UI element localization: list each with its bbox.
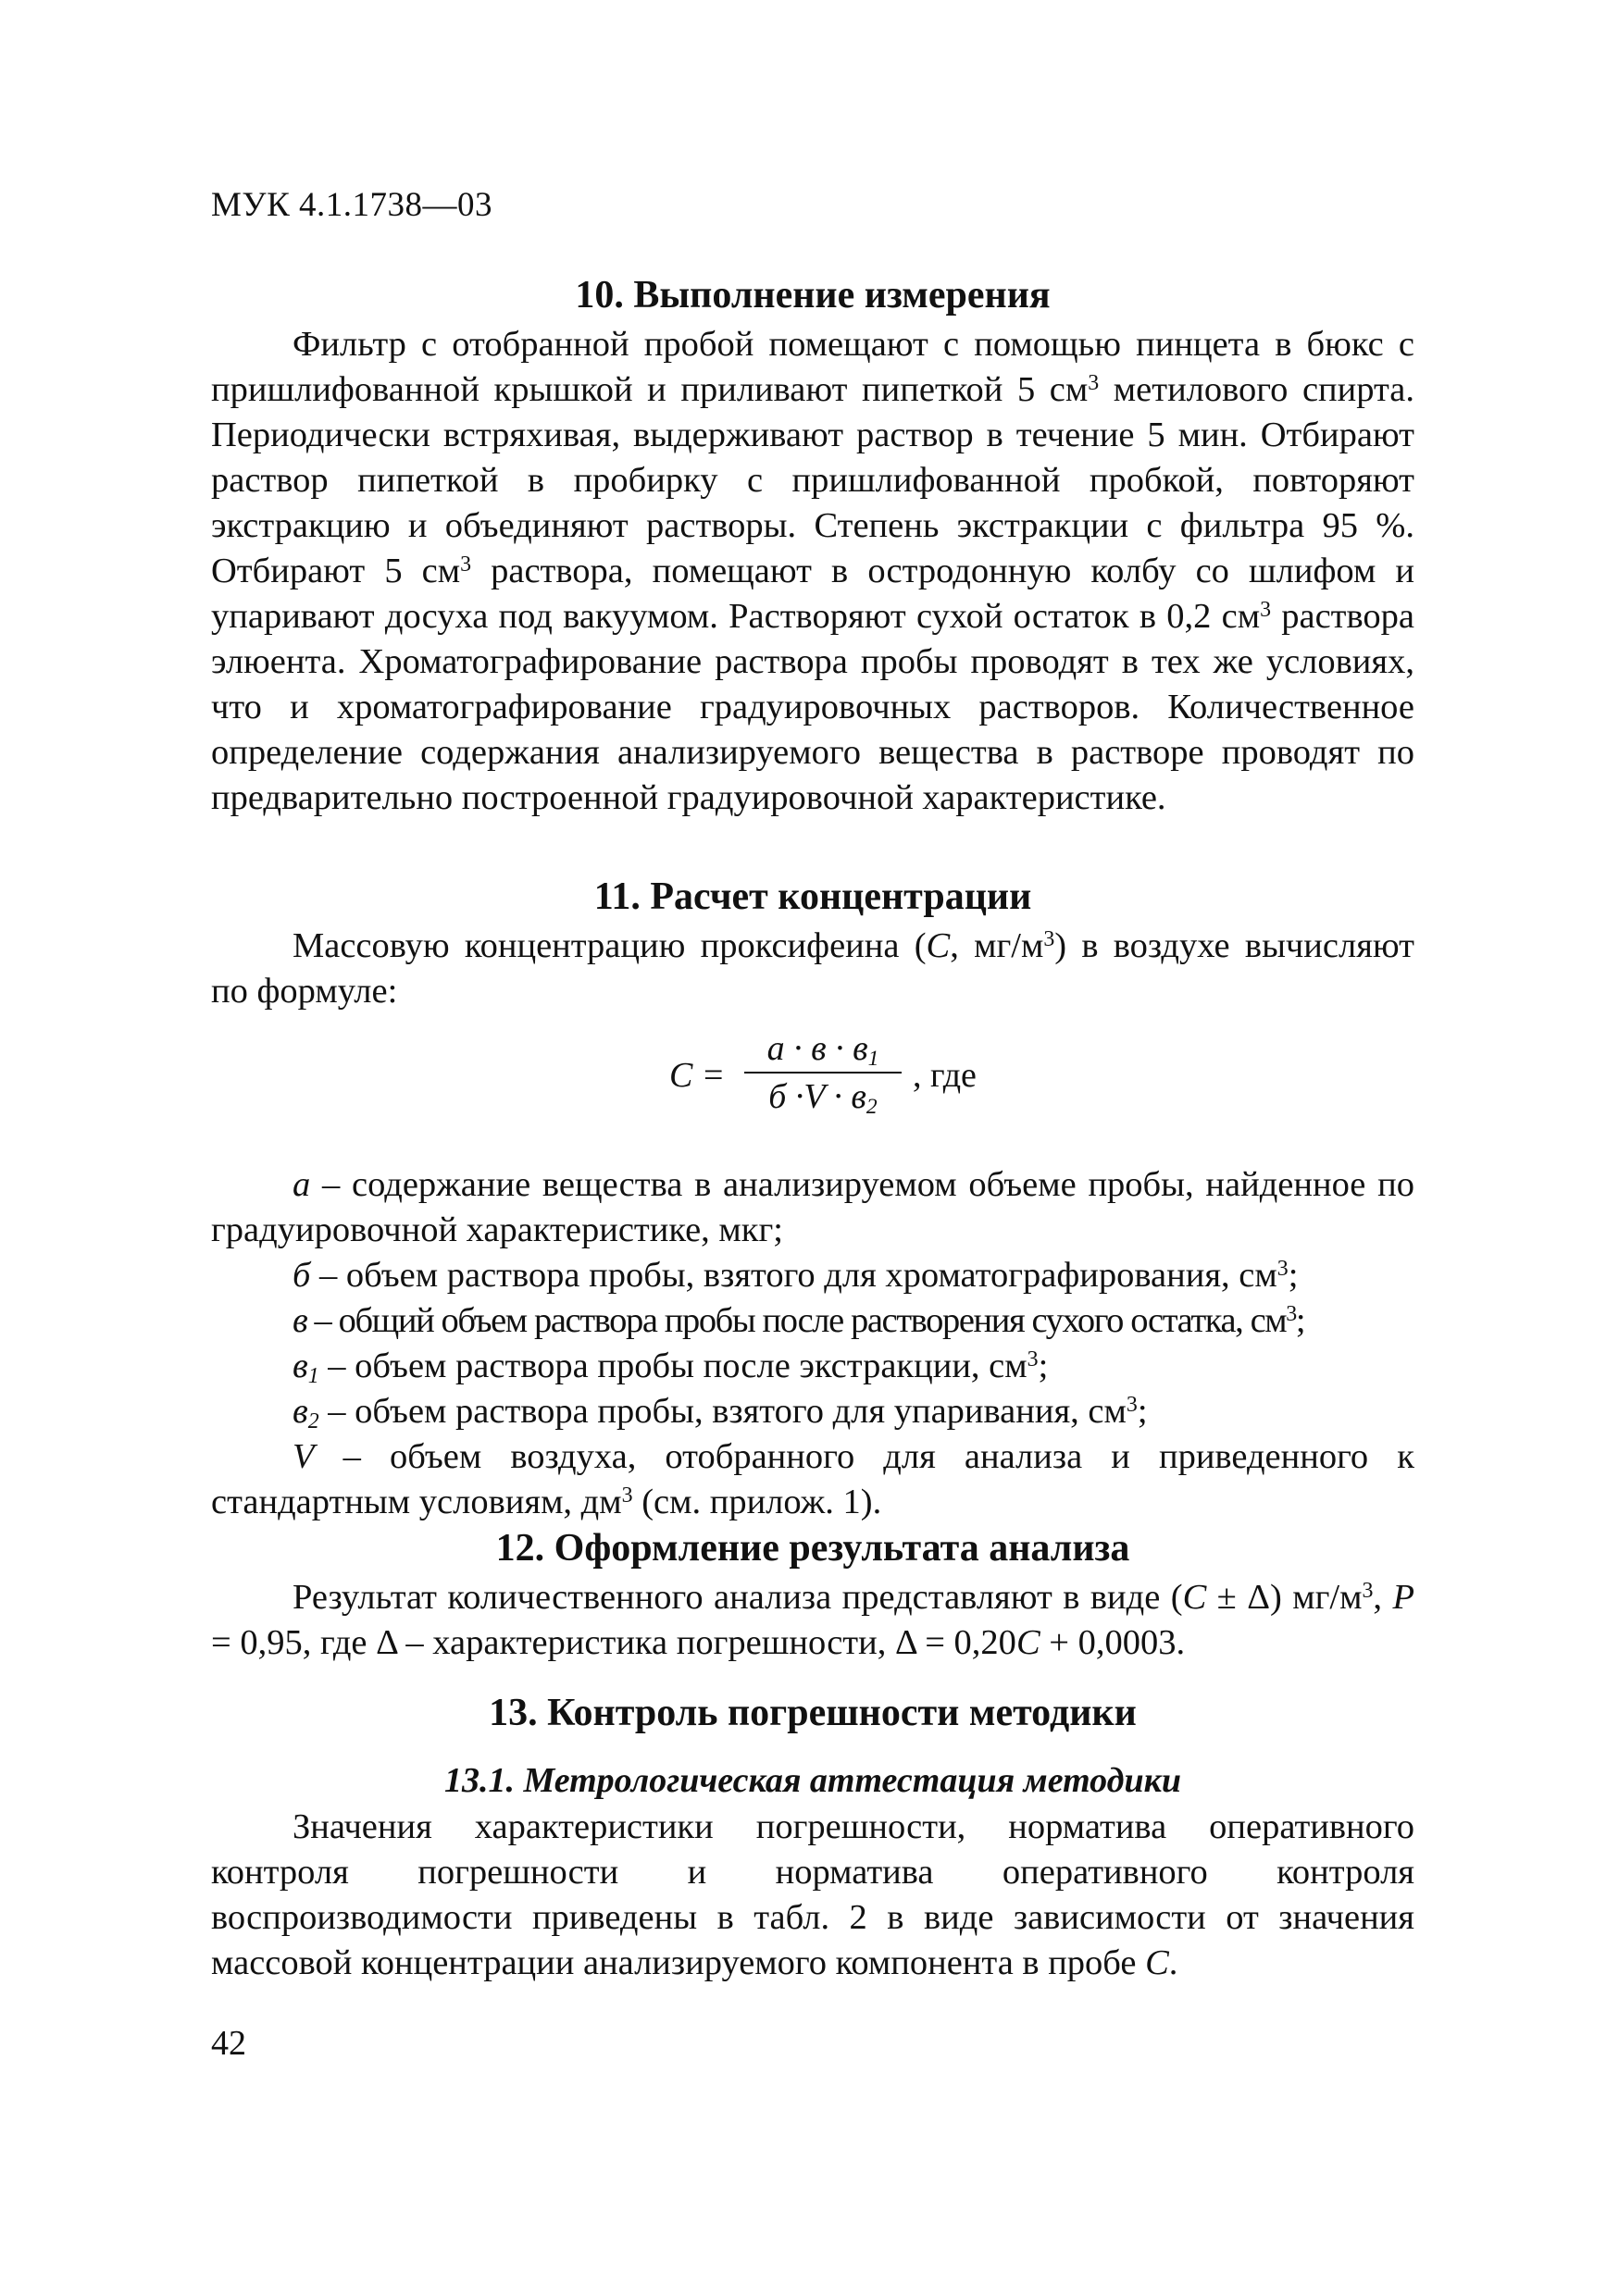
definition-v: в – общий объем раствора пробы после растворения сухого остатка, $см^3$; [293,1301,1305,1340]
section-10-paragraph: Фильтр с отобранной пробой помещают с помощью пинцета в бюкс с пришлифованной крышкой и приливают пипеткой 5 $см^3$ метилового спирта. Периодически встряхивая, выдерживают раствор в течение 5 мин. Отбирают раствор пипеткой в пробирку с пришлифованной пробкой, повторяют экстракцию и объединяют растворы. Степень экстракции с фильтра 95 %. Отбирают 5 $см^3$ раствора, помещают в остродонную колбу со шлифом и упаривают досуха под вакуумом. Растворяют сухой остаток в 0,2 $см^3$ раствора элюента. Хроматографирование раствора пробы проводят в тех же условиях, что и хроматографирование градуировочных растворов. Количественное определение содержания анализируемого вещества в растворе проводят по предварительно построенной градуировочной характеристике. [211,325,1415,817]
variable-definitions [211,1162,1414,1525]
formula-lhs: С [669,1056,693,1095]
formula-numerator: $а \cdot в \cdot в_1$ [766,1029,879,1071]
section-12-paragraph: Результат количественного анализа представляют в виде (С ± Δ) $мг/м^3$, Р = 0,95, где Δ – характеристика погрешности, Δ = 0,20С + 0,0003. [211,1578,1414,1662]
section-12-title: 12. Оформление результата анализа [495,1527,1130,1570]
subsection-13-1-title: 13.1. Метрологическая аттестация методики [443,1761,1182,1800]
definition-air-volume: V – объем воздуха, отобранного для анализа и приведенного к стандартным условиям, $дм^3$ (см. прилож. 1). [211,1437,1414,1521]
definition-b: б – объем раствора пробы, взятого для хроматографирования, $см^3$; [293,1256,1299,1295]
definition-v2: $в_2$ – объем раствора пробы, взятого для упаривания, $см^3$; [293,1392,1148,1433]
definition-v1: $в_1$ – объем раствора пробы после экстракции, $см^3$; [293,1347,1049,1388]
formula-denominator: $б \cdot V \cdot в_2$ [768,1077,878,1119]
concentration-formula [211,1027,1414,1129]
section-10 [211,268,1414,821]
section-12 [211,1521,1414,1666]
section-10-title: 10. Выполнение измерения [575,274,1051,316]
definition-a: а – содержание вещества в анализируемом объеме пробы, найденное по градуировочной характеристике, мкг; [211,1165,1414,1249]
running-header: МУК 4.1.1738—03 [211,186,493,224]
formula-fraction-bar [744,1072,902,1074]
section-11 [211,870,1414,1525]
section-11-intro: Массовую концентрацию проксифеина (С, $мг/м^3$) в воздухе вычисляют по формуле: [211,926,1414,1011]
section-13-title: 13. Контроль погрешности методики [489,1692,1137,1734]
formula-equals: = [704,1056,724,1095]
section-11-title: 11. Расчет концентрации [593,875,1032,918]
page-number: 42 [211,2024,246,2063]
formula-where: , где [913,1056,977,1095]
section-13 [211,1686,1414,1986]
section-13-paragraph: Значения характеристики погрешности, норматива оперативного контроля погрешности и норматива оперативного контроля воспроизводимости приведены в табл. 2 в виде зависимости от значения массовой концентрации анализируемого компонента в пробе С. [211,1807,1414,1982]
formula-fraction [739,1027,907,1118]
